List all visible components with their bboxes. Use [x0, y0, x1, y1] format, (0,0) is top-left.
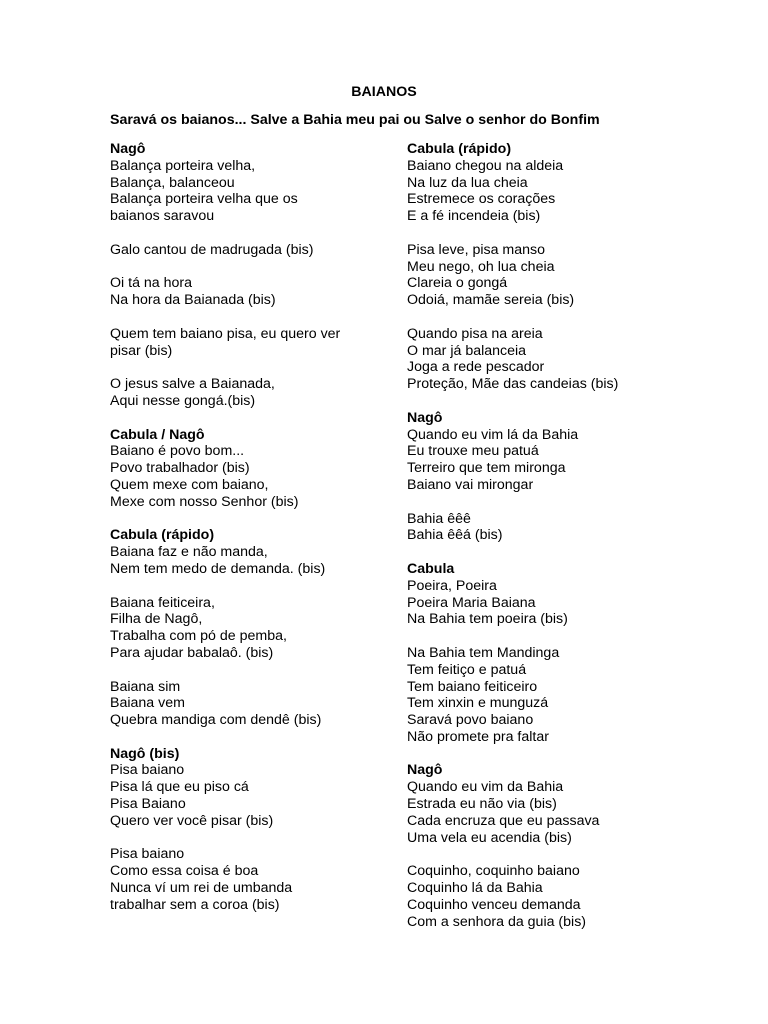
lyric-line: Pisa lá que eu piso cá [110, 779, 249, 796]
lyric-line: Mexe com nosso Senhor (bis) [110, 493, 299, 510]
section-heading: Nagô [407, 762, 443, 779]
lyric-line: Poeira, Poeira [407, 577, 497, 594]
lyric-line: Baiano vai mirongar [407, 476, 534, 493]
section-heading: Cabula [407, 560, 455, 577]
lyric-line: Trabalha com pó de pemba, [110, 628, 287, 645]
lyric-line: trabalhar sem a coroa (bis) [110, 896, 280, 913]
lyric-line: Tem baiano feiticeiro [407, 678, 538, 695]
lyric-line: Oi tá na hora [110, 275, 193, 292]
lyric-line: E a fé incendeia (bis) [407, 208, 541, 225]
blank-line [407, 746, 707, 763]
lyric-line: Baiana vem [110, 695, 185, 712]
lyric-line: Pisa Baiano [110, 796, 186, 813]
lyric-line: Quem tem baiano pisa, eu quero ver [110, 325, 341, 342]
lyric-line: Como essa coisa é boa [110, 863, 259, 880]
lyric-line: Tem xinxin e munguzá [407, 695, 549, 712]
lyric-line: Bahia êêá (bis) [407, 527, 503, 544]
section-heading: Cabula (rápido) [407, 141, 512, 157]
lyric-line: Na Bahia tem Mandinga [407, 644, 560, 661]
lyric-line: Galo cantou de madrugada (bis) [110, 241, 314, 258]
lyric-line: Eu trouxe meu patuá [407, 443, 539, 460]
lyric-line: Quando eu vim da Bahia [407, 779, 564, 796]
lyric-line: Na Bahia tem poeira (bis) [407, 611, 568, 628]
lyric-line: Pisa baiano [110, 762, 185, 779]
lyric-line: Coquinho, coquinho baiano [407, 863, 580, 880]
section-heading: Cabula / Nagô [110, 426, 205, 443]
blank-line [110, 359, 410, 376]
lyric-line: Bahia êêê [407, 510, 471, 527]
blank-line [110, 830, 410, 847]
lyric-line: Pisa leve, pisa manso [407, 241, 546, 258]
lyric-line: Quando pisa na areia [407, 325, 543, 342]
lyric-line: Cada encruza que eu passava [407, 812, 600, 829]
lyric-line: Quem mexe com baiano, [110, 476, 269, 493]
lyric-line: Não promete pra faltar [407, 728, 549, 745]
lyric-line: Balança porteira velha que os [110, 191, 298, 208]
lyric-line: Terreiro que tem mironga [407, 460, 566, 477]
lyric-line: Quero ver você pisar (bis) [110, 812, 274, 829]
blank-line [407, 544, 707, 561]
lyric-line: Meu nego, oh lua cheia [407, 258, 555, 275]
page-subtitle: Saravá os baianos... Salve a Bahia meu pai ou Salve o senhor do Bonfim [110, 112, 600, 128]
lyric-line: Baiana sim [110, 678, 181, 695]
blank-line [110, 578, 410, 595]
lyric-line: Aqui nesse gongá.(bis) [110, 392, 256, 409]
blank-line [110, 225, 410, 242]
section-heading: Nagô (bis) [110, 745, 180, 762]
lyric-line: Baiano é povo bom... [110, 443, 245, 460]
lyric-line: Estremece os corações [407, 191, 556, 208]
lyric-line: Para ajudar babalaô. (bis) [110, 644, 274, 661]
lyric-line: Na luz da lua cheia [407, 174, 528, 191]
lyric-line: Balança, balanceou [110, 174, 235, 191]
lyric-line: Coquinho venceu demanda [407, 896, 581, 913]
blank-line [407, 494, 707, 511]
lyric-line: Estrada eu não via (bis) [407, 796, 557, 813]
lyric-line: pisar (bis) [110, 342, 173, 359]
lyric-line: Baiana feiticeira, [110, 594, 215, 611]
lyric-line: Balança porteira velha, [110, 157, 256, 174]
blank-line [110, 511, 410, 528]
lyric-line: Filha de Nagô, [110, 611, 203, 628]
lyric-line: Proteção, Mãe das candeias (bis) [407, 376, 619, 393]
lyric-line: Povo trabalhador (bis) [110, 460, 250, 477]
blank-line [110, 259, 410, 276]
blank-line [407, 309, 707, 326]
lyric-line: O jesus salve a Baianada, [110, 376, 275, 393]
lyric-line: Tem feitiço e patuá [407, 661, 527, 678]
blank-line [407, 393, 707, 410]
lyric-line: Uma vela eu acendia (bis) [407, 829, 572, 846]
lyric-line: Na hora da Baianada (bis) [110, 292, 276, 309]
lyric-line: baianos saravou [110, 208, 215, 225]
section-heading: Nagô [407, 409, 443, 426]
lyric-line: Saravá povo baiano [407, 712, 534, 729]
blank-line [110, 662, 410, 679]
lyric-line: Baiano chegou na aldeia [407, 157, 564, 174]
blank-line [407, 846, 707, 863]
lyric-line: Odoiá, mamãe sereia (bis) [407, 292, 575, 309]
lyric-line: Nunca ví um rei de umbanda [110, 880, 293, 897]
lyric-line: Coquinho lá da Bahia [407, 880, 543, 897]
lyric-line: Clareia o gongá [407, 275, 508, 292]
section-heading: Nagô [110, 141, 146, 157]
lyric-line: Nem tem medo de demanda. (bis) [110, 560, 326, 577]
blank-line [110, 729, 410, 746]
lyric-line: Quebra mandiga com dendê (bis) [110, 712, 322, 729]
lyric-line: Poeira Maria Baiana [407, 594, 536, 611]
left-column [110, 141, 410, 914]
blank-line [407, 628, 707, 645]
blank-line [110, 309, 410, 326]
lyric-line: Quando eu vim lá da Bahia [407, 426, 579, 443]
right-column [407, 141, 707, 930]
lyric-line: O mar já balanceia [407, 342, 527, 359]
lyric-line: Baiana faz e não manda, [110, 544, 268, 561]
lyric-line: Com a senhora da guia (bis) [407, 913, 587, 930]
lyric-line: Joga a rede pescador [407, 359, 545, 376]
blank-line [110, 410, 410, 427]
lyric-line: Pisa baiano [110, 846, 185, 863]
section-heading: Cabula (rápido) [110, 527, 215, 544]
blank-line [407, 225, 707, 242]
page-title: BAIANOS [351, 84, 417, 100]
